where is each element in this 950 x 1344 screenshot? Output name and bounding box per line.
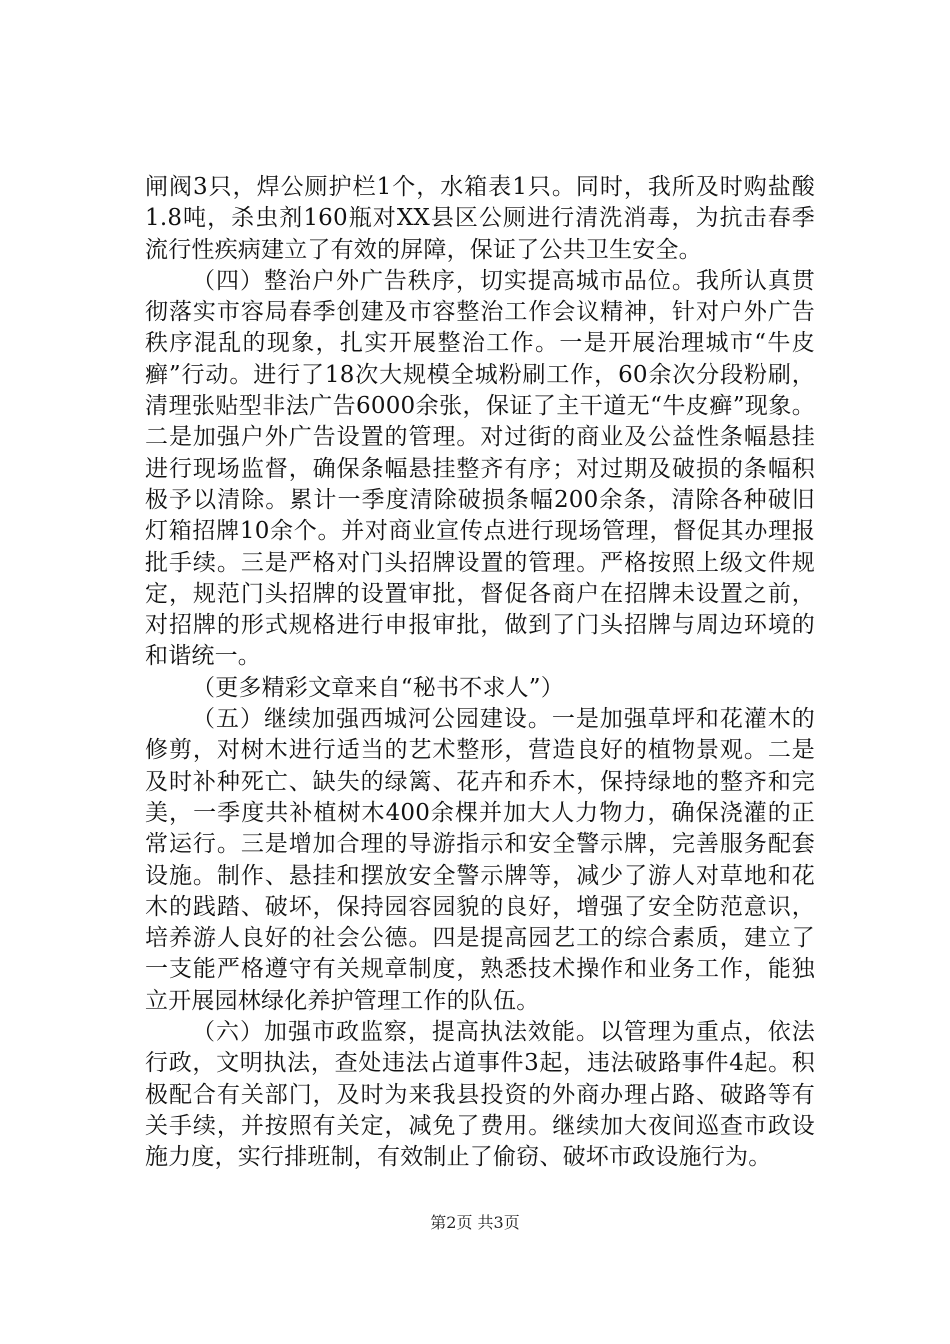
paragraph-continuation: 闸阀3只，焊公厕护栏1个，水箱表1只。同时，我所及时购盐酸1.8吨，杀虫剂160瓶对XX县区公厕进行清洗消毒，为抗击春季流行性疾病建立了有效的屏障，保证了公共卫生安全。 (145, 174, 815, 263)
page-number: 第2页 共3页 (430, 1213, 520, 1232)
document-body (145, 172, 815, 1174)
paragraph-section-4: （四）整治户外广告秩序，切实提高城市品位。我所认真贯彻落实市容局春季创建及市容整治工作会议精神，针对户外广告秩序混乱的现象，扎实开展整治工作。一是开展治理城市“牛皮癣”行动。进行了18次大规模全城粉刷工作，60余次分段粉刷，清理张贴型非法广告6000余张，保证了主干道无“牛皮癣”现象。二是加强户外广告设置的管理。对过街的商业及公益性条幅悬挂进行现场监督，确保条幅悬挂整齐有序；对过期及破损的条幅积极予以清除。累计一季度清除破损条幅200余条，清除各种破旧灯箱招牌10余个。并对商业宣传点进行现场管理，督促其办理报批手续。三是严格对门头招牌设置的管理。严格按照上级文件规定，规范门头招牌的设置审批，督促各商户在招牌未设置之前，对招牌的形式规格进行申报审批，做到了门头招牌与周边环境的和谐统一。 (145, 267, 815, 670)
paragraph-source-note: （更多精彩文章来自“秘书不求人”） (192, 674, 564, 701)
paragraph-section-6: （六）加强市政监察，提高执法效能。以管理为重点，依法行政，文明执法，查处违法占道事件3起，违法破路事件4起。积极配合有关部门，及时为来我县投资的外商办理占路、破路等有关手续，并按照有关定，减免了费用。继续加大夜间巡查市政设施力度，实行排班制，有效制止了偷窃、破坏市政设施行为。 (145, 1019, 815, 1171)
paragraph-section-5: （五）继续加强西城河公园建设。一是加强草坪和花灌木的修剪，对树木进行适当的艺术整形，营造良好的植物景观。二是及时补种死亡、缺失的绿篱、花卉和乔木，保持绿地的整齐和完美，一季度共补植树木400余棵并加大人力物力，确保浇灌的正常运行。三是增加合理的导游指示和安全警示牌，完善服务配套设施。制作、悬挂和摆放安全警示牌等，减少了游人对草地和花木的践踏、破坏，保持园容园貌的良好，增强了安全防范意识，培养游人良好的社会公德。四是提高园艺工的综合素质，建立了一支能严格遵守有关规章制度，熟悉技术操作和业务工作，能独立开展园林绿化养护管理工作的队伍。 (145, 706, 815, 1014)
